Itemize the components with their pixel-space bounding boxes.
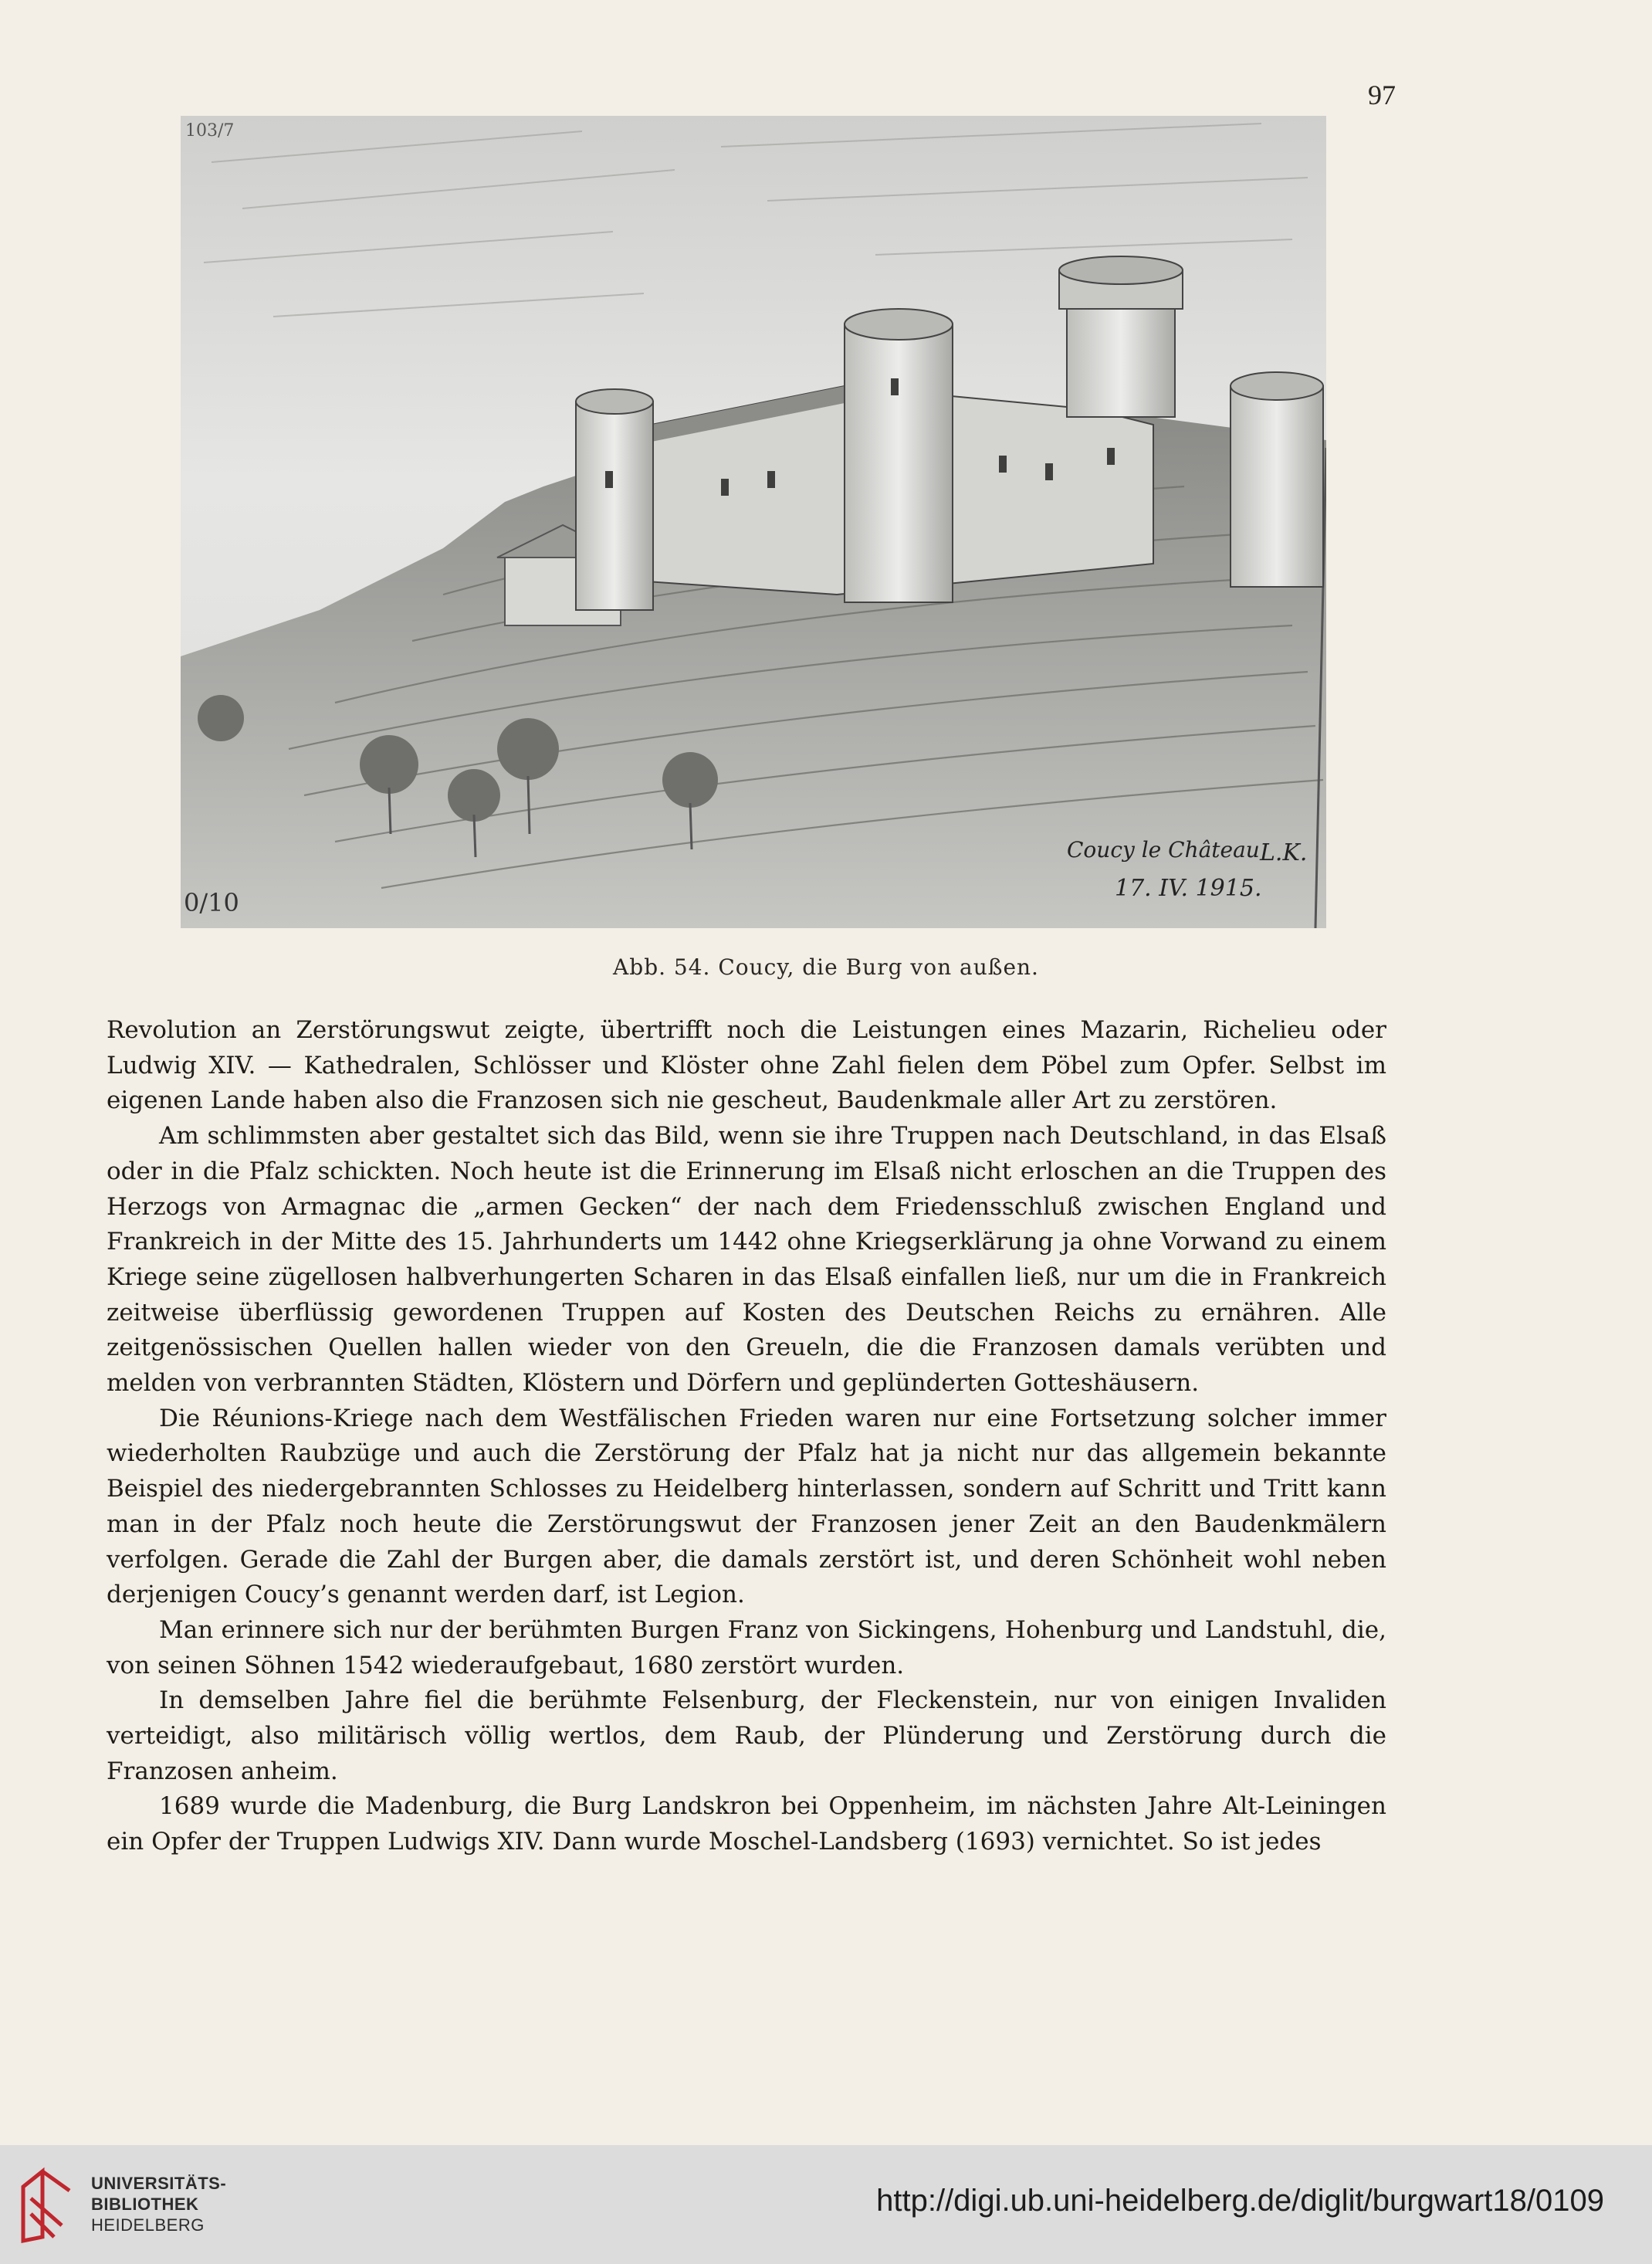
- body-text: [107, 1013, 1386, 1860]
- paragraph-3: Die Réunions-Kriege nach dem Westfälischen Frieden waren nur eine Fortsetzung solcher immer wiederholten Raubzüge und auch die Zerstörung der Pfalz hat ja nicht nur das allgemein bekannte Beispiel des niedergebrannten Schlosses zu Heidelberg hinterlassen, sondern auf Schritt und Tritt kann man in der Pfalz noch heute die Zerstörungswut der Franzosen jener Zeit an den Baudenkmälern verfolgen. Gerade die Zahl der Burgen aber, die damals zerstört ist, und deren Schönheit wohl neben derjenigen Coucy’s genannt werden darf, ist Legion.: [107, 1404, 1386, 1609]
- paragraph-5: In demselben Jahre fiel die berühmte Felsenburg, der Fleckenstein, nur von einigen Invaliden verteidigt, also militärisch völlig wertlos, dem Raub, der Plünderung und Zerstörung durch die Franzosen anheim.: [107, 1686, 1386, 1785]
- logo-line-3: HEIDELBERG: [91, 2215, 205, 2235]
- drawing-inscription-date: 17. IV. 1915.: [1115, 875, 1262, 902]
- corner-mark-top: 103/7: [185, 121, 235, 141]
- tower-right: [1231, 372, 1323, 587]
- corner-mark-bottom: 0/10: [184, 888, 239, 917]
- paragraph-1: Revolution an Zerstörungswut zeigte, übertrifft noch die Leistungen eines Mazarin, Richelieu oder Ludwig XIV. — Kathedralen, Schlösser und Klöster ohne Zahl fielen dem Pöbel zum Opfer. Selbst im eigenen Lande haben also die Franzosen sich nie gescheut, Baudenkmale aller Art zu zerstören.: [107, 1016, 1386, 1115]
- castle-sketch-illustration: [181, 116, 1326, 928]
- library-name: [91, 2173, 226, 2235]
- drawing-inscription-place: Coucy le Château: [1067, 837, 1260, 863]
- paragraph-6: 1689 wurde die Madenburg, die Burg Landskron bei Oppenheim, im nächsten Jahre Alt-Leiningen ein Opfer der Truppen Ludwigs XIV. Dann wurde Moschel-Landsberg (1693) vernichtet. So ist jedes: [107, 1792, 1386, 1856]
- figure-caption: Abb. 54. Coucy, die Burg von außen.: [613, 954, 1039, 980]
- paragraph-4: Man erinnere sich nur der berühmten Burgen Franz von Sickingens, Hohenburg und Landstuhl, die, von seinen Söhnen 1542 wiederaufgebaut, 1680 zerstört wurden.: [107, 1615, 1386, 1679]
- tower-left: [576, 389, 653, 610]
- donjon-tower: [1059, 256, 1183, 417]
- footer-bar: [0, 2145, 1652, 2264]
- castle-drawing: [181, 116, 1326, 928]
- logo-line-1: UNIVERSITÄTS-: [91, 2174, 227, 2193]
- logo-line-2: BIBLIOTHEK: [91, 2195, 199, 2214]
- drawing-inscription-initials: L.K.: [1260, 839, 1308, 866]
- paragraph-2: Am schlimmsten aber gestaltet sich das Bild, wenn sie ihre Truppen nach Deutschland, in das Elsaß oder in die Pfalz schickten. Noch heute ist die Erinnerung im Elsaß nicht erloschen an die Truppen des Herzogs von Armagnac die „armen Gecken“ der nach dem Friedensschluß zwischen England und Frankreich in der Mitte des 15. Jahrhunderts um 1442 ohne Kriegserklärung ja ohne Vorwand zu einem Kriege seine zügellosen halbverhungerten Scharen in das Elsaß einfallen ließ, nur um die in Frankreich zeitweise überflüssig gewordenen Truppen auf Kosten des Deutschen Reichs zu ernähren. Alle zeitgenössischen Quellen hallen wieder von den Greueln, die die Franzosen damals verübten und melden von verbrannten Städten, Klöstern und Dörfern und geplünderten Gotteshäusern.: [107, 1122, 1386, 1398]
- university-library-logo-icon: [15, 2164, 77, 2249]
- page-number: 97: [1368, 80, 1396, 110]
- tower-center: [845, 309, 953, 602]
- source-url-link[interactable]: http://digi.ub.uni-heidelberg.de/diglit/burgwart18/0109: [876, 2184, 1604, 2218]
